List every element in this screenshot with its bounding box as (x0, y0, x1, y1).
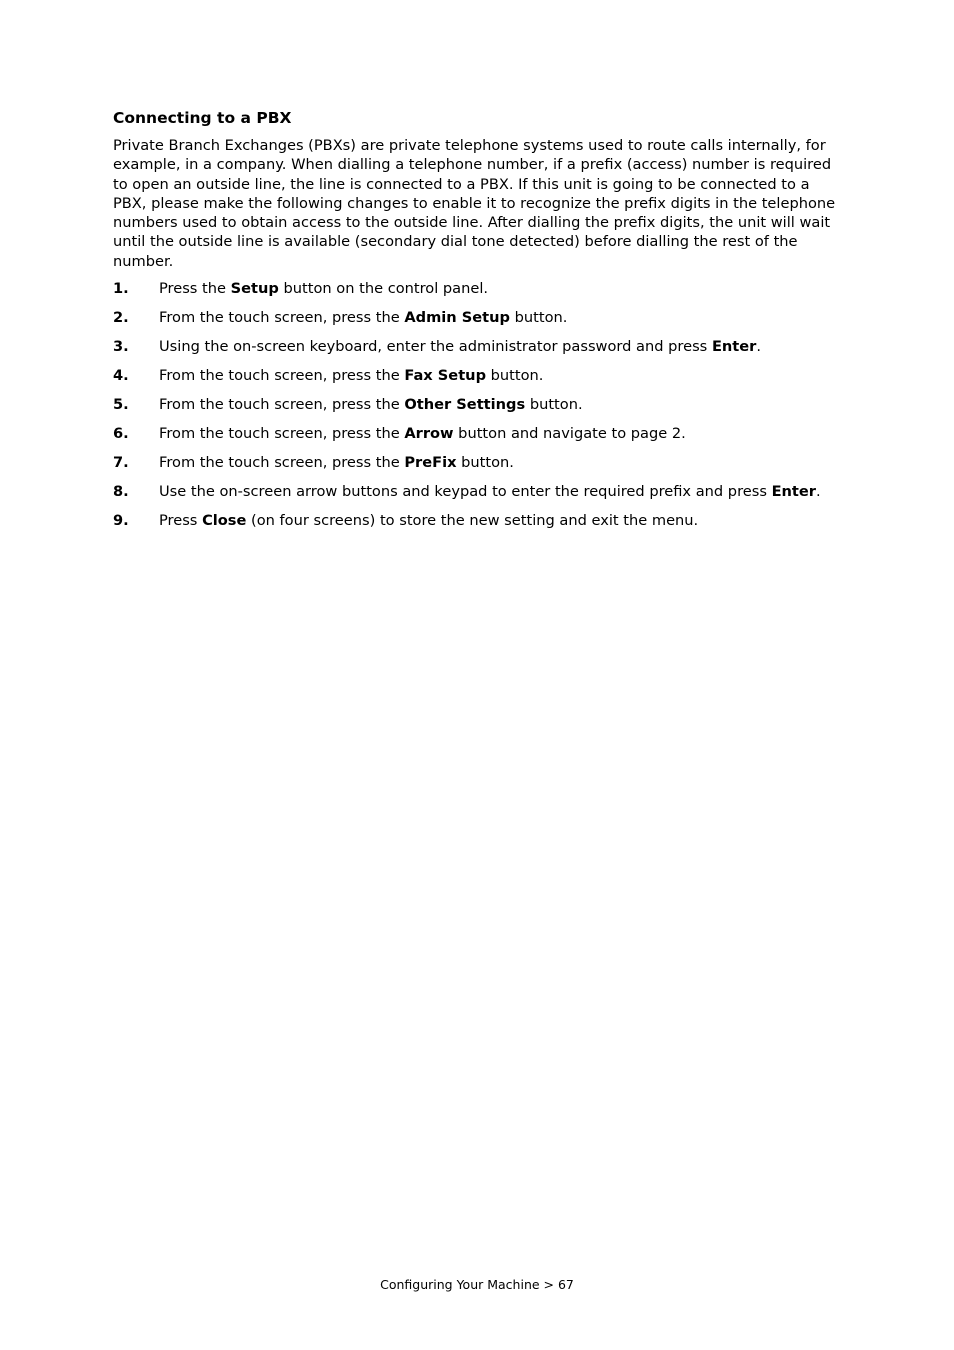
step-text: Use the on-screen arrow buttons and keypad to enter the required prefix and press Enter. (159, 482, 821, 500)
step-item (113, 511, 843, 530)
step-item (113, 395, 843, 414)
step-keyword: Close (202, 511, 247, 529)
step-keyword: Setup (230, 280, 279, 298)
step-keyword: Enter (771, 482, 817, 500)
step-text: From the touch screen, press the Arrow button and navigate to page 2. (159, 425, 686, 442)
step-keyword: Fax Setup (404, 367, 487, 385)
step-item (113, 482, 843, 501)
step-text: From the touch screen, press the Other Settings button. (159, 396, 583, 414)
step-number: 1. (113, 280, 129, 298)
section-title: Connecting to a PBX (113, 109, 292, 127)
step-number: 5. (113, 396, 129, 414)
step-keyword: Arrow (404, 425, 454, 442)
step-number: 8. (113, 482, 129, 500)
step-item (113, 337, 843, 356)
step-text: From the touch screen, press the PreFix button. (159, 453, 514, 471)
page-content (113, 108, 843, 540)
step-number: 7. (113, 453, 129, 471)
page-footer: Configuring Your Machine > 67 (380, 1277, 574, 1292)
step-item (113, 366, 843, 385)
step-item (113, 453, 843, 472)
step-text: Press Close (on four screens) to store the new setting and exit the menu. (159, 511, 699, 529)
step-keyword: PreFix (404, 453, 457, 471)
step-number: 6. (113, 425, 129, 442)
step-keyword: Admin Setup (404, 309, 510, 327)
step-number: 9. (113, 511, 129, 529)
step-text: Using the on-screen keyboard, enter the administrator password and press Enter. (159, 338, 762, 356)
step-number: 4. (113, 367, 129, 385)
step-keyword: Other Settings (404, 396, 526, 414)
step-text: Press the Setup button on the control panel. (159, 280, 489, 298)
step-keyword: Enter (711, 338, 757, 356)
steps-list (113, 279, 843, 530)
step-item (113, 279, 843, 298)
step-number: 3. (113, 338, 129, 356)
step-text: From the touch screen, press the Admin Setup button. (159, 309, 568, 327)
intro-paragraph: Private Branch Exchanges (PBXs) are private telephone systems used to route calls internally, for example, in a company. When dialling a telephone number, if a prefix (access) number is required to open an outside line, the line is connected to a PBX. If this unit is going to be connected to a PBX, please make the following changes to enable it to recognize the prefix digits in the telephone numbers used to obtain access to the outside line. After dialling the prefix digits, the unit will wait until the outside line is available (secondary dial tone detected) before dialling the rest of the number. (113, 137, 836, 270)
step-number: 2. (113, 309, 129, 327)
step-item (113, 308, 843, 327)
step-text: From the touch screen, press the Fax Setup button. (159, 367, 544, 385)
step-item (113, 424, 843, 443)
